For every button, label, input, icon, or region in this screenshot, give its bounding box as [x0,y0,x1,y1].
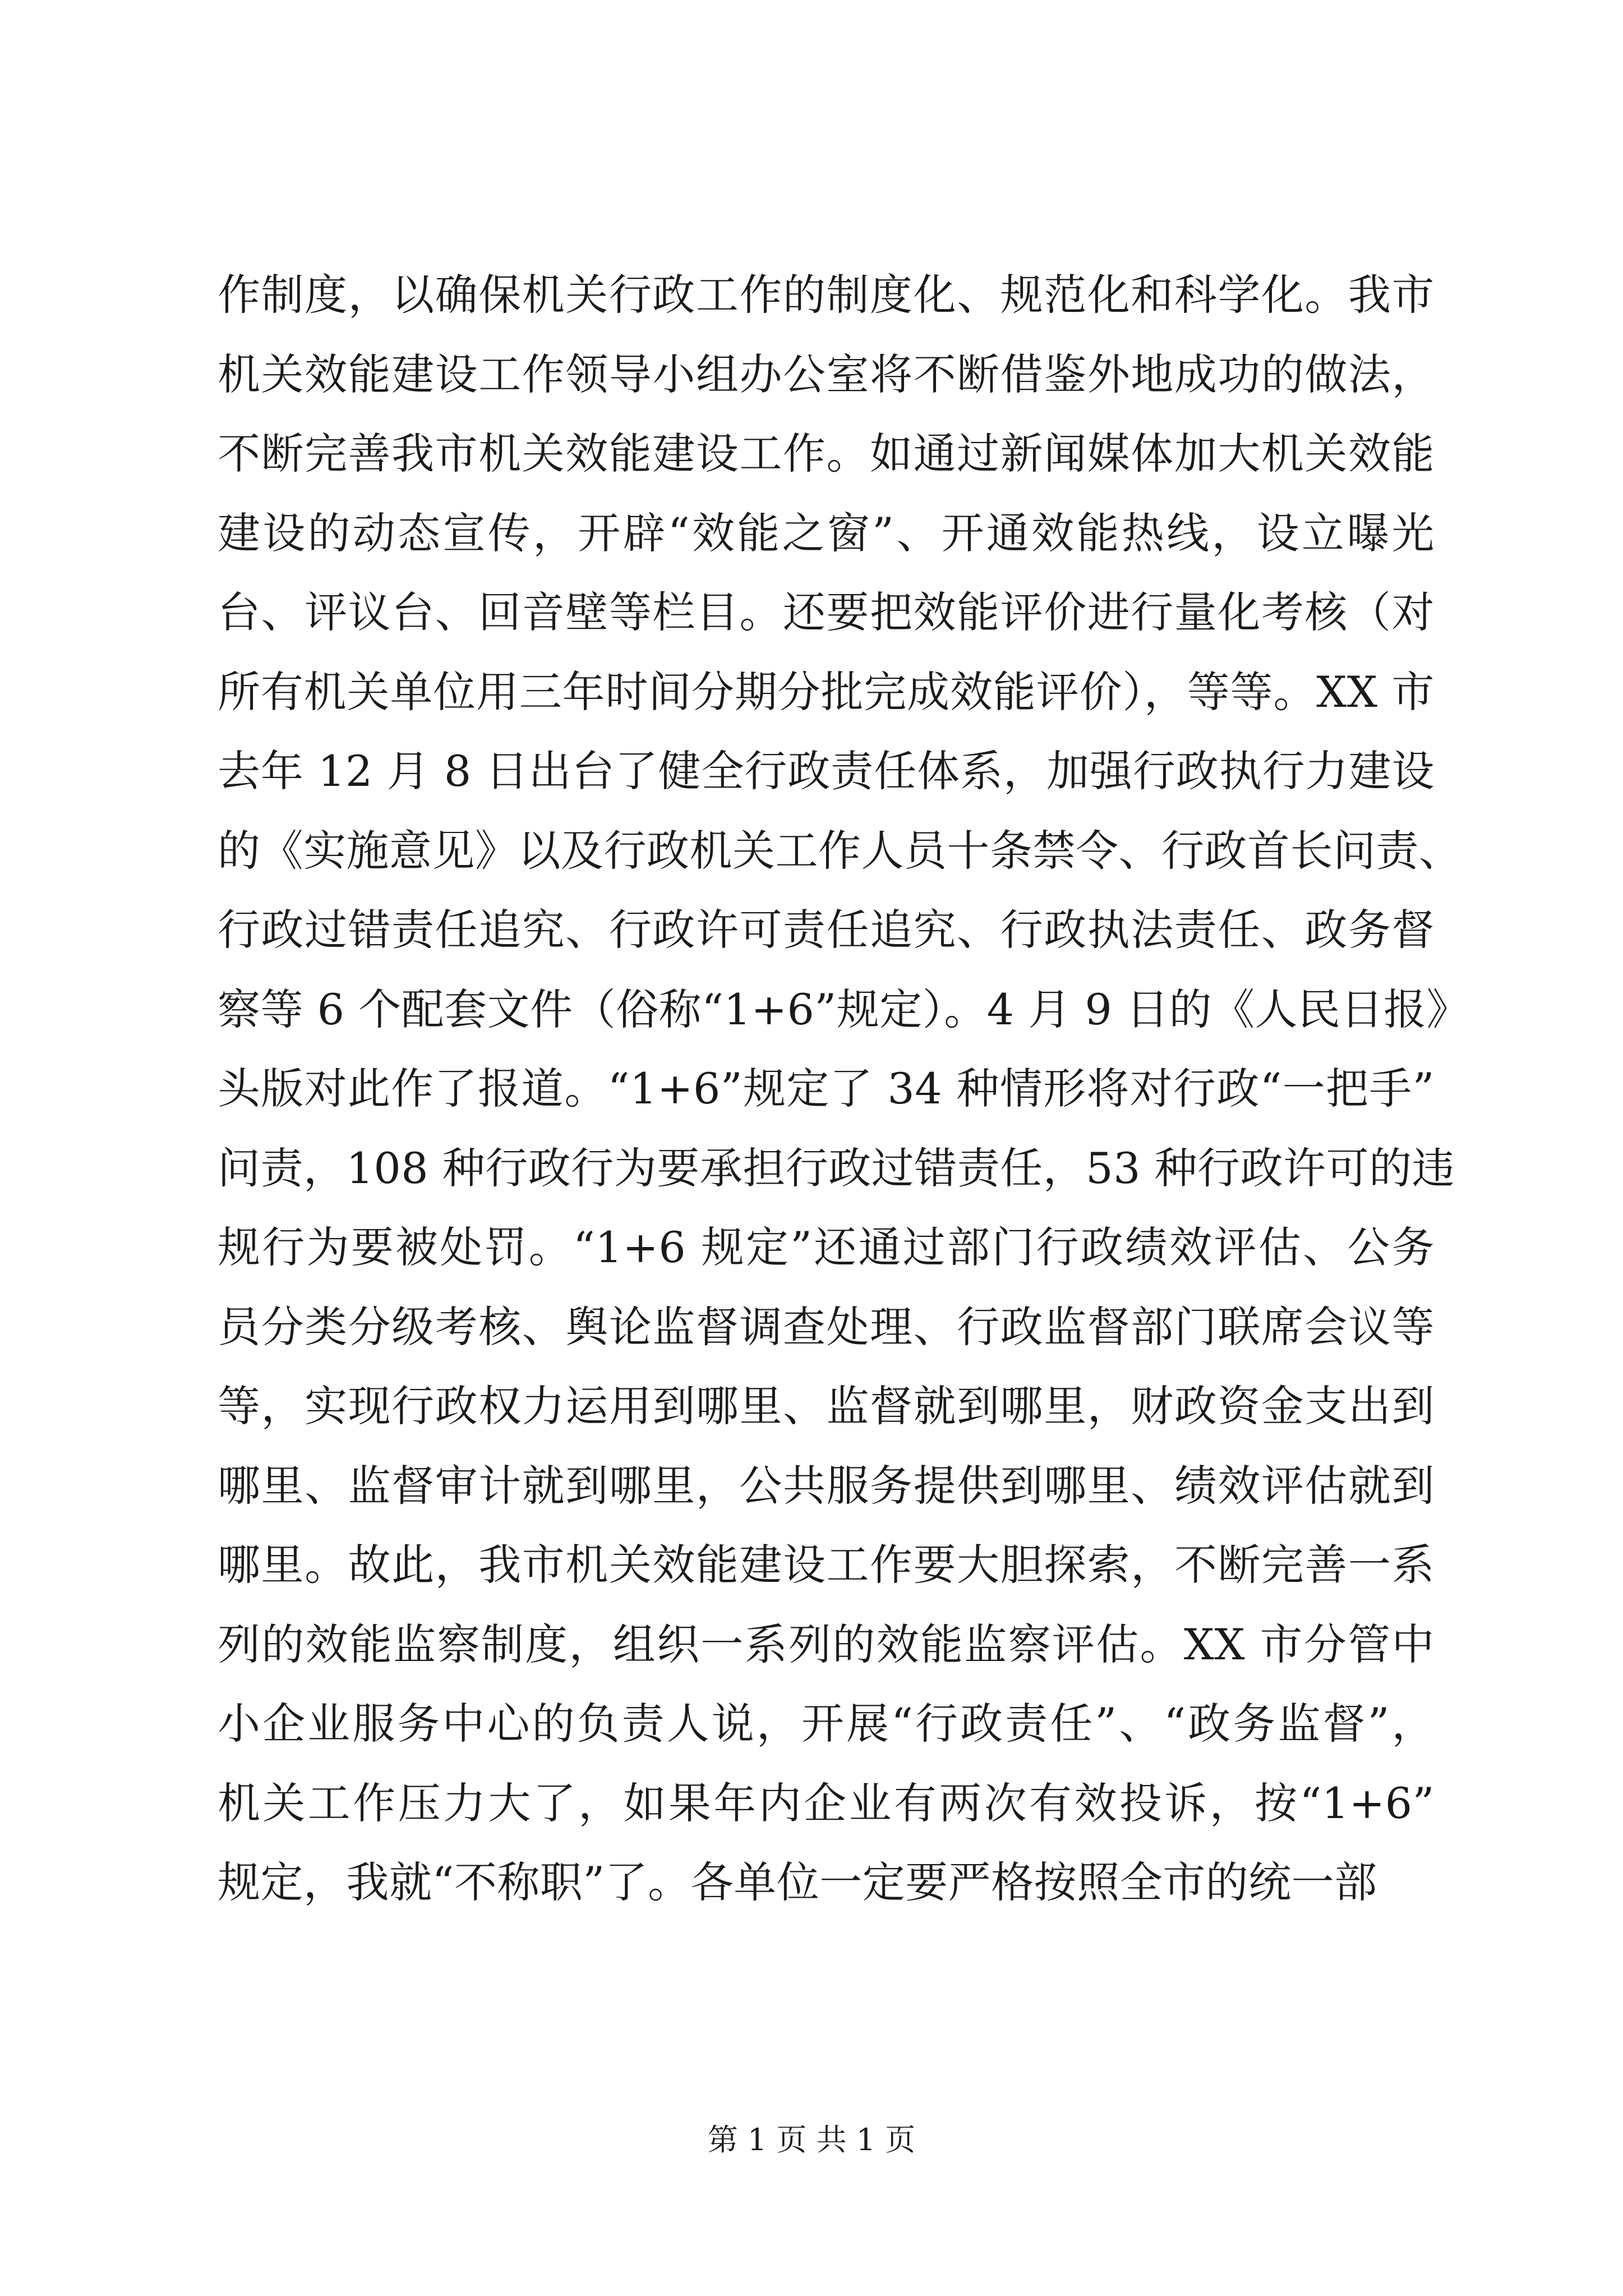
text-line: 哪里、监督审计就到哪里，公共服务提供到哪里、绩效评估就到 [218,1460,1435,1511]
text-line: 机关工作压力大了，如果年内企业有两次有效投诉，按“1+6” [218,1778,1435,1828]
text-line: 建设的动态宣传，开辟“效能之窗”、开通效能热线，设立曝光 [218,508,1435,558]
text-line: 问责，108 种行政行为要承担行政过错责任，53 种行政许可的违 [218,1143,1455,1193]
text-line: 所有机关单位用三年时间分期分批完成效能评价），等等。XX 市 [218,666,1435,717]
text-line: 员分类分级考核、舆论监督调查处理、行政监督部门联席会议等 [218,1301,1435,1352]
text-line: 规行为要被处罚。“1+6 规定”还通过部门行政绩效评估、公务 [218,1222,1435,1272]
text-line: 哪里。故此，我市机关效能建设工作要大胆探索，不断完善一系 [218,1540,1435,1590]
text-line: 列的效能监察制度，组织一系列的效能监察评估。XX 市分管中 [218,1619,1435,1669]
text-line: 台、评议台、回音壁等栏目。还要把效能评价进行量化考核（对 [218,587,1435,637]
text-line: 规定，我就“不称职”了。各单位一定要严格按照全市的统一部 [218,1857,1377,1907]
page-number-label: 第 1 页 共 1 页 [707,2122,916,2157]
text-line: 等，实现行政权力运用到哪里、监督就到哪里，财政资金支出到 [218,1381,1435,1431]
body-text [218,255,1469,1922]
text-line: 机关效能建设工作领导小组办公室将不断借鉴外地成功的做法， [218,349,1435,399]
page-footer [0,2120,1623,2160]
text-line: 不断完善我市机关效能建设工作。如通过新闻媒体加大机关效能 [218,429,1435,478]
text-line: 行政过错责任追究、行政许可责任追究、行政执法责任、政务督 [218,905,1435,955]
text-line: 去年 12 月 8 日出台了健全行政责任体系，加强行政执行力建设 [218,746,1435,796]
text-line: 的《实施意见》以及行政机关工作人员十条禁令、行政首长问责、 [218,825,1462,876]
text-line: 头版对此作了报道。“1+6”规定了 34 种情形将对行政“一把手” [218,1064,1435,1114]
text-line: 小企业服务中心的负责人说，开展“行政责任”、“政务监督”， [218,1699,1435,1749]
text-line: 察等 6 个配套文件（俗称“1+6”规定）。4 月 9 日的《人民日报》 [218,984,1469,1034]
text-line: 作制度，以确保机关行政工作的制度化、规范化和科学化。我市 [218,270,1435,320]
